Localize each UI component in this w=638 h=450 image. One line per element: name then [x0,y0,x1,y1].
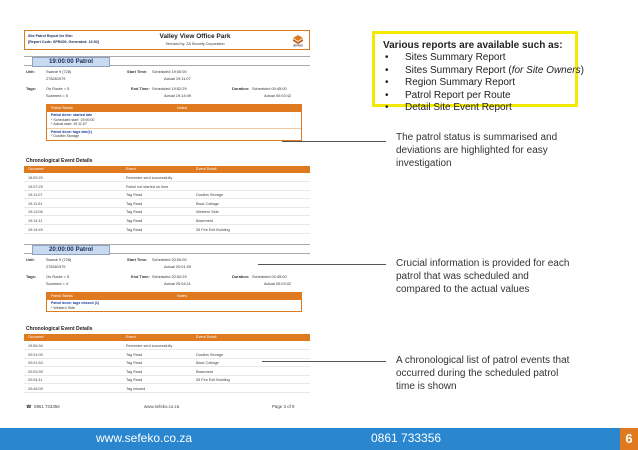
report-header-label: Site Patrol Report for Site: [28,34,73,38]
banner-website[interactable]: www.sefeko.co.za [96,431,193,445]
cell-event-detail: 35 Fire Exit Building [196,378,230,383]
unit-label: Unit: [26,257,35,262]
phone-icon: ☎ [26,404,32,409]
tags-on-route: On Route = 5 [46,274,70,279]
cell-event-detail: Dustbin Storage [196,352,224,357]
status-item [47,129,301,140]
table-row [24,183,310,191]
start-actual: Actual 20:01:09 [164,264,192,269]
patrol-info [24,256,310,284]
report-type-item: • Sites Summary Report (for Site Owners) [383,65,567,78]
unit-id: 278281979 [46,76,66,81]
cell-event-detail: Western Side [196,210,219,215]
report-page [24,30,310,414]
patrol-time: 20:00:00 Patrol [32,245,110,255]
table-row [24,351,310,359]
table-row [24,174,310,182]
status-line: * Dustbin Storage [51,134,80,139]
status-title: Patrol done: started late [51,113,93,117]
footer-website[interactable]: www.sefeko.co.za [144,404,180,409]
table-row [24,208,310,216]
cell-occurred: 19:56:34 [28,344,43,348]
patrol-info [24,68,310,96]
table-row [24,226,310,234]
duration-scheduled: Scheduled 00:45:00 [252,274,287,279]
status-item [47,300,301,311]
cell-occurred: 19:14:11 [28,219,43,223]
status-line: * Actual start: 19:11:07 [51,122,87,127]
table-row [24,217,310,225]
unit-value: Swane 9 (728) [46,69,72,74]
patrol-header [24,244,310,254]
cell-event: Reminder sent successfully [126,176,173,180]
cell-occurred: 20:46:09 [28,387,43,391]
duration-actual: Actual 00:03:02 [264,281,292,286]
duration-label: Duration: [232,86,250,91]
cell-occurred: 19:11:07 [28,193,43,198]
patrol-status-header [47,293,301,300]
ced-title: Chronological Event Details [26,158,93,164]
end-time-label: End Time: [131,274,150,279]
table-row [24,191,310,199]
footer-banner [0,428,638,450]
table-row [24,342,310,350]
reports-list [383,52,584,115]
ced-table-header [24,334,310,341]
col-event-detail: Event Detail [196,335,217,339]
table-row [24,385,310,393]
status-title: Patrol done: tags missed (1) [51,301,100,305]
cell-event: Reminder sent successfully [126,344,173,348]
end-actual: Actual 20:04:11 [164,281,191,286]
callout-crucial-info: Crucial information is provided for each patrol that was scheduled and compared to the actual values [396,258,570,295]
end-scheduled: Scheduled 19:52:29 [152,86,187,91]
table-row [24,368,310,376]
site-name: Valley View Office Park [159,33,231,40]
status-line: * Scheduled start: 19:00:00 [51,117,95,122]
patrol-header [24,56,310,66]
start-time-label: Start Time: [127,257,148,262]
cell-occurred: 18:59:29 [28,176,43,180]
col-occurred: Occurred [28,167,44,171]
table-row [24,376,310,384]
report-type-item: • Patrol Report per Route [383,90,567,103]
tags-label: Tags: [26,274,37,279]
cell-occurred: 19:14:49 [28,227,43,232]
cell-event-detail: Basement [196,219,214,223]
cell-event: Tag Read [126,361,143,366]
patrol-status-header [47,105,301,112]
sefeko-logo-icon [290,34,306,47]
callout-connector [282,141,386,142]
cell-occurred: 19:07:29 [28,184,43,189]
col-event: Event [126,335,136,339]
tags-scanned: Scanned = 4 [46,281,68,286]
banner-phone: 0861 733356 [371,431,442,445]
report-header-info [28,33,138,45]
tags-on-route: On Route = 5 [46,86,70,91]
col-occurred: Occurred [28,335,44,339]
service-provider: Serviced by: ZA Security Corporation [165,42,225,46]
patrol-status-heading: Patrol Status [51,294,73,298]
report-footer [24,402,310,412]
ced-title: Chronological Event Details [26,326,93,332]
cell-event-detail: Basement [196,369,214,374]
col-event-detail: Event Detail [196,167,217,171]
start-scheduled: Scheduled 19:00:00 [152,69,187,74]
report-header [24,30,310,50]
report-type-item: • Sites Summary Report [383,52,567,65]
start-time-label: Start Time: [127,69,148,74]
cell-event: Tag Read [126,201,143,206]
unit-value: Swane 9 (728) [46,257,72,262]
slide-page-number: 6 [620,428,638,450]
footer-phone: 0861 733356 [34,404,60,409]
patrol-time: 19:00:00 Patrol [32,57,110,67]
status-line: * Western Side [51,305,75,310]
patrol-status-heading: Patrol Status [51,106,73,110]
notes-heading: Notes [177,106,187,110]
cell-event-detail: Dustbin Storage [196,193,224,198]
notes-heading: Notes [177,294,187,298]
callout-connector [258,264,386,265]
duration-scheduled: Scheduled 00:45:00 [252,86,287,91]
report-type-item: • Detail Site Event Report [383,102,567,115]
duration-actual: Actual 00:03:42 [264,93,292,98]
cell-event: Tag Read [126,219,143,223]
reports-info-box [372,31,584,114]
reports-info-title: Various reports are available such as: [383,40,563,51]
callout-connector [262,361,386,362]
table-row [24,200,310,208]
duration-label: Duration: [232,274,250,279]
start-scheduled: Scheduled 20:00:00 [152,257,187,262]
cell-occurred: 20:04:11 [28,378,43,383]
callout-chronological: A chronological list of patrol events that occurred during the scheduled patrol time is shown [396,355,570,392]
cell-event: Tag Read [126,369,143,374]
unit-id: 278281979 [46,264,66,269]
end-scheduled: Scheduled 20:52:29 [152,274,187,279]
cell-occurred: 19:13:06 [28,210,43,215]
end-actual: Actual 19:14:49 [164,93,192,98]
ced-table-header [24,166,310,173]
cell-event-detail: Back Cottage [196,361,219,366]
cell-event: Tag missed [126,387,146,391]
col-event: Event [126,167,136,171]
cell-event: Tag Read [126,193,143,198]
start-actual: Actual 19:11:07 [164,76,191,81]
cell-occurred: 20:01:09 [28,352,43,357]
cell-occurred: 19:11:51 [28,201,43,206]
cell-event: Patrol not started on time [126,184,169,189]
cell-event: Tag Read [126,378,143,383]
patrol-status-box [46,292,302,312]
cell-event: Tag Read [126,352,143,357]
cell-event-detail: Back Cottage [196,201,219,206]
patrol-status-box [46,104,302,141]
end-time-label: End Time: [131,86,150,91]
cell-event-detail: 35 Fire Exit Building [196,227,230,232]
cell-occurred: 20:03:39 [28,369,43,374]
status-title: Patrol done: tags late(1) [51,129,92,134]
report-code: [Report Code: SPR200; Generated: 13:52] [28,40,99,44]
tags-label: Tags: [26,86,37,91]
cell-occurred: 20:01:54 [28,361,43,366]
tags-scanned: Scanned = 5 [46,93,68,98]
cell-event: Tag Read [126,227,143,232]
unit-label: Unit: [26,69,35,74]
report-type-item: • Region Summary Report [383,77,567,90]
status-item [47,112,301,129]
cell-event: Tag Read [126,210,143,215]
footer-page-number: Page 3 of 9 [272,404,295,409]
svg-text:SEFEKO: SEFEKO [293,44,303,47]
callout-status: The patrol status is summarised and deviations are highlighted for easy investigation [396,132,558,169]
